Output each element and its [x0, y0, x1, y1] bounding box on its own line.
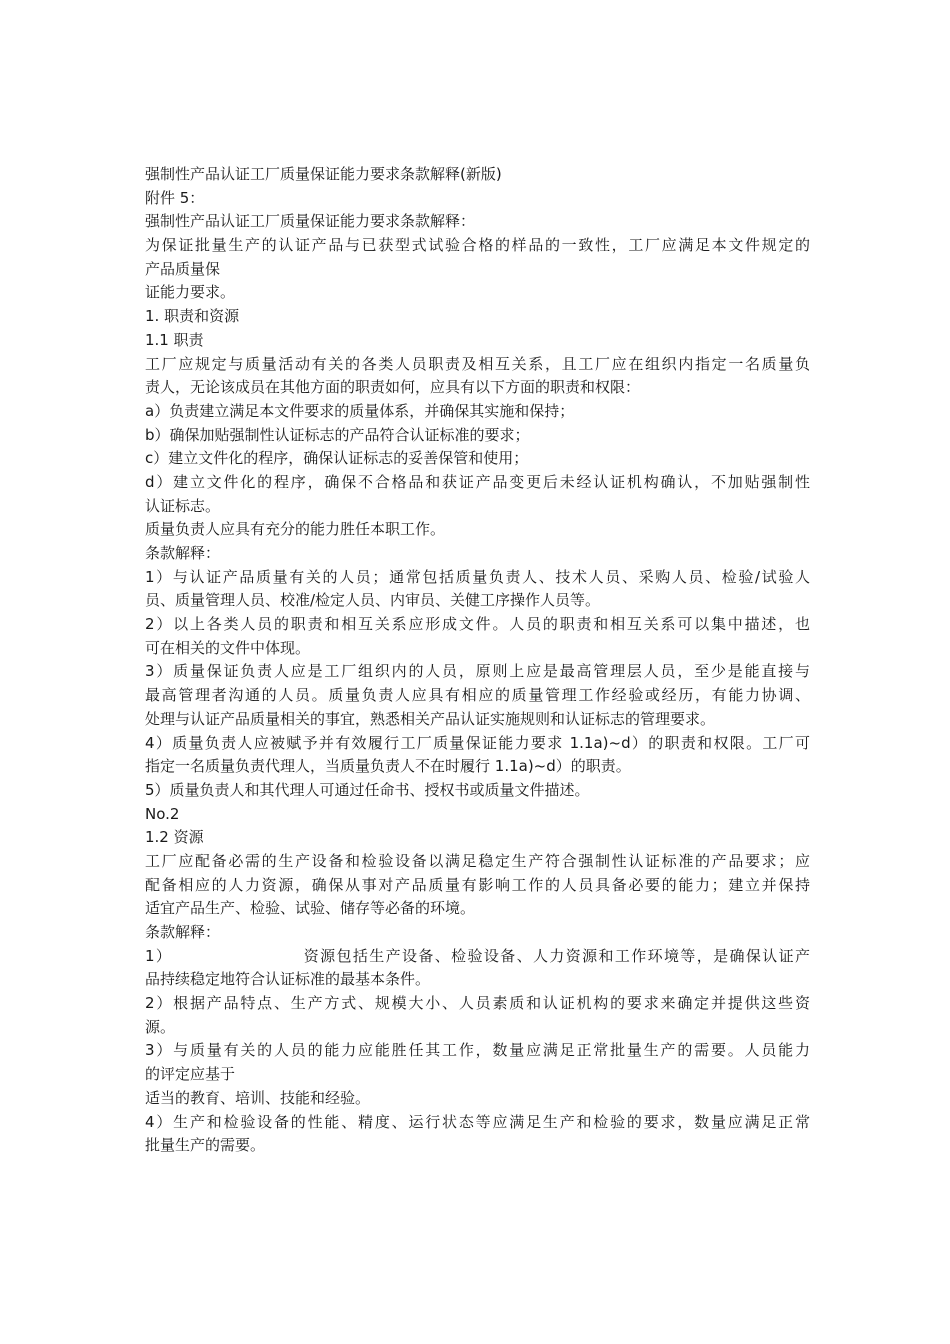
list-item: c）建立文件化的程序，确保认证标志的妥善保管和使用； — [145, 449, 529, 468]
clause-explanation-heading: 条款解释： — [145, 923, 221, 941]
list-item: 4）质量负责人应被赋予并有效履行工厂质量保证能力要求 1.1a)~d）的职责和权限。工厂可 — [145, 733, 810, 752]
subsection-heading: 1.2 资源 — [145, 828, 204, 847]
list-item: a）负责建立满足本文件要求的质量体系，并确保其实施和保持； — [145, 401, 575, 420]
paragraph-line: 适宜产品生产、检验、试验、储存等必备的环境。 — [145, 899, 476, 918]
list-item-marker: 1） — [145, 946, 173, 965]
list-item: 可在相关的文件中体现。 — [145, 638, 311, 657]
paragraph-line: 责人，无论该成员在其他方面的职责如何，应具有以下方面的职责和权限： — [145, 378, 641, 397]
list-item: 员、质量管理人员、校准/检定人员、内审员、关健工序操作人员等。 — [145, 591, 601, 610]
list-item: 认证标志。 — [145, 496, 221, 515]
paragraph-line: 工厂应配备必需的生产设备和检验设备以满足稳定生产符合强制性认证标准的产品要求；应 — [145, 851, 810, 870]
paragraph-line: 工厂应规定与质量活动有关的各类人员职责及相互关系，且工厂应在组织内指定一名质量负 — [145, 354, 810, 373]
list-item: 2）根据产品特点、生产方式、规模大小、人员素质和认证机构的要求来确定并提供这些资 — [145, 994, 810, 1013]
list-item: d）建立文件化的程序，确保不合格品和获证产品变更后未经认证机构确认，不加贴强制性 — [145, 472, 810, 491]
list-item: 处理与认证产品质量相关的事宜，熟悉相关产品认证实施规则和认证标志的管理要求。 — [145, 709, 716, 728]
list-item: 的评定应基于 — [145, 1065, 236, 1084]
list-item: 批量生产的需要。 — [145, 1136, 266, 1155]
page-number-label: No.2 — [145, 804, 180, 823]
list-item: 4）生产和检验设备的性能、精度、运行状态等应满足生产和检验的要求，数量应满足正常 — [145, 1112, 810, 1131]
list-item-text: 资源包括生产设备、检验设备、人力资源和工作环境等，是确保认证产 — [302, 946, 810, 965]
list-item: 适当的教育、培训、技能和经验。 — [145, 1088, 371, 1107]
document-title: 强制性产品认证工厂质量保证能力要求条款解释(新版) — [145, 165, 502, 183]
document-body — [145, 163, 810, 1158]
list-item: 1）与认证产品质量有关的人员；通常包括质量负责人、技术人员、采购人员、检验/试验人 — [145, 567, 810, 586]
list-item: 品持续稳定地符合认证标准的最基本条件。 — [145, 970, 431, 989]
paragraph-line: 证能力要求。 — [145, 283, 236, 302]
paragraph-line: 为保证批量生产的认证产品与已获型式试验合格的样品的一致性，工厂应满足本文件规定的 — [145, 236, 810, 255]
annex-label: 附件 5： — [145, 188, 205, 207]
list-item: 2）以上各类人员的职责和相互关系应形成文件。人员的职责和相互关系可以集中描述，也 — [145, 615, 810, 634]
paragraph-line: 产品质量保 — [145, 259, 221, 278]
list-item — [145, 945, 810, 969]
section-heading: 强制性产品认证工厂质量保证能力要求条款解释： — [145, 212, 476, 231]
paragraph-line: 质量负责人应具有充分的能力胜任本职工作。 — [145, 520, 446, 539]
list-item: 5）质量负责人和其代理人可通过任命书、授权书或质量文件描述。 — [145, 780, 590, 799]
list-item: 3）质量保证负责人应是工厂组织内的人员，原则上应是最高管理层人员，至少是能直接与 — [145, 662, 810, 681]
paragraph-line: 配备相应的人力资源，确保从事对产品质量有影响工作的人员具备必要的能力；建立并保持 — [145, 875, 810, 894]
list-item: 3）与质量有关的人员的能力应能胜任其工作，数量应满足正常批量生产的需要。人员能力 — [145, 1041, 810, 1060]
list-item: 最高管理者沟通的人员。质量负责人应具有相应的质量管理工作经验或经历，有能力协调、 — [145, 686, 810, 705]
list-item: 源。 — [145, 1017, 176, 1036]
clause-explanation-heading: 条款解释： — [145, 544, 221, 562]
chapter-heading: 1. 职责和资源 — [145, 307, 240, 326]
list-item: 指定一名质量负责代理人，当质量负责人不在时履行 1.1a)~d）的职责。 — [145, 757, 631, 776]
list-item: b）确保加贴强制性认证标志的产品符合认证标准的要求； — [145, 425, 530, 444]
subsection-heading: 1.1 职责 — [145, 330, 204, 349]
